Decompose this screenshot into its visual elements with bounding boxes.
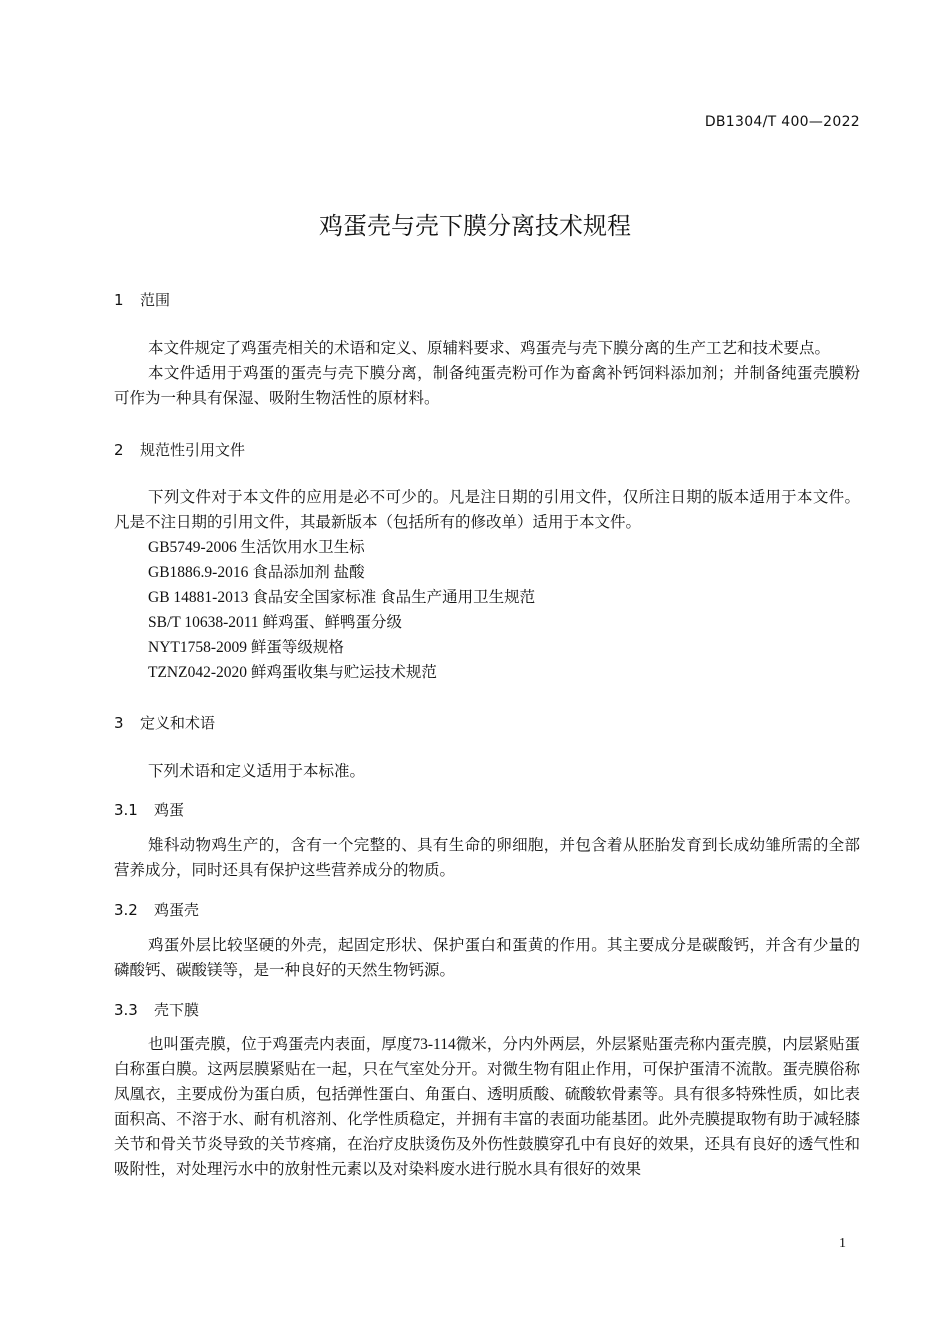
subsection-number: 3.1: [114, 801, 138, 819]
section-number: 2: [114, 441, 124, 459]
reference-item: GB 14881-2013 食品安全国家标准 食品生产通用卫生规范: [148, 589, 536, 606]
reference-item: SB/T 10638-2011 鲜鸡蛋、鲜鸭蛋分级: [148, 614, 403, 631]
section-title: 范围: [140, 291, 171, 309]
subsection-title: 鸡蛋: [154, 801, 185, 819]
subsection-number: 3.2: [114, 901, 138, 919]
standard-code: DB1304/T 400—2022: [704, 114, 860, 130]
subsection-3-2-text: 鸡蛋外层比较坚硬的外壳，起固定形状、保护蛋白和蛋黄的作用。其主要成分是碳酸钙，并含有少量的磷酸钙、碳酸镁等，是一种良好的天然生物钙源。: [114, 937, 860, 979]
section-1-paragraph-1: 本文件规定了鸡蛋壳相关的术语和定义、原辅料要求、鸡蛋壳与壳下膜分离的生产工艺和技术要点。: [148, 340, 831, 357]
section-3-heading: [114, 712, 215, 733]
section-3-paragraph-1: 下列术语和定义适用于本标准。: [148, 763, 366, 780]
section-number: 3: [114, 714, 124, 732]
section-title: 定义和术语: [140, 714, 216, 732]
subsection-3-1-heading: [114, 799, 184, 820]
reference-item: NYT1758-2009 鲜蛋等级规格: [148, 639, 344, 656]
reference-item: GB5749-2006 生活饮用水卫生标: [148, 539, 365, 556]
subsection-3-2-heading: [114, 899, 199, 920]
document-title: 鸡蛋壳与壳下膜分离技术规程: [319, 212, 631, 240]
section-2-heading: [114, 439, 245, 460]
section-1-paragraph-2: 本文件适用于鸡蛋的蛋壳与壳下膜分离，制备纯蛋壳粉可作为畜禽补钙饲料添加剂；并制备纯蛋壳膜粉可作为一种具有保湿、吸附生物活性的原材料。: [114, 365, 860, 407]
subsection-3-3-text: 也叫蛋壳膜，位于鸡蛋壳内表面，厚度73-114微米，分内外两层，外层紧贴蛋壳称内蛋壳膜，内层紧贴蛋白称蛋白膜。这两层膜紧贴在一起，只在气室处分开。对微生物有阻止作用，可保护蛋清不流散。蛋壳膜俗称凤凰衣，主要成份为蛋白质，包括弹性蛋白、角蛋白、透明质酸、硫酸软骨素等。具有很多特殊性质，如比表面积高、不溶于水、耐有机溶剂、化学性质稳定，并拥有丰富的表面功能基团。此外壳膜提取物有助于减轻膝关节和骨关节炎导致的关节疼痛，在治疗皮肤烫伤及外伤性鼓膜穿孔中有良好的效果，还具有良好的透气性和吸附性，对处理污水中的放射性元素以及对染料废水进行脱水具有很好的效果: [114, 1036, 860, 1178]
reference-item: GB1886.9-2016 食品添加剂 盐酸: [148, 564, 365, 581]
section-2-paragraph-1: 下列文件对于本文件的应用是必不可少的。凡是注日期的引用文件，仅所注日期的版本适用于本文件。凡是不注日期的引用文件，其最新版本（包括所有的修改单）适用于本文件。: [114, 489, 860, 531]
page-number: 1: [839, 1236, 846, 1251]
subsection-number: 3.3: [114, 1001, 138, 1019]
subsection-title: 鸡蛋壳: [154, 901, 200, 919]
subsection-title: 壳下膜: [154, 1001, 200, 1019]
section-title: 规范性引用文件: [140, 441, 246, 459]
subsection-3-1-text: 雉科动物鸡生产的，含有一个完整的、具有生命的卵细胞，并包含着从胚胎发育到长成幼雏所需的全部营养成分，同时还具有保护这些营养成分的物质。: [114, 837, 860, 879]
reference-item: TZNZ042-2020 鲜鸡蛋收集与贮运技术规范: [148, 664, 437, 681]
subsection-3-3-heading: [114, 999, 199, 1020]
section-1-heading: [114, 289, 170, 310]
section-number: 1: [114, 291, 124, 309]
